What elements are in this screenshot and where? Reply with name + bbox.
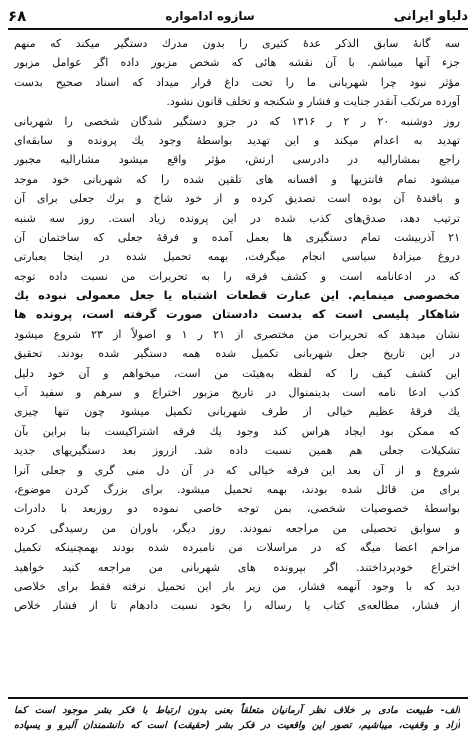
text-line: آورده مرتکب آنقدر جنایت و فشار و شکنجه و تخلف قانون نشود. bbox=[166, 95, 460, 109]
text-line: ترتیب دهد، صدق‌های کذب شده در این پرونده زیاد است. روز سه شنبه bbox=[14, 211, 460, 225]
text-line: در این تاریخ جعل شهربانی تکمیل شده همه دستگیر شده بودند. تحقیق bbox=[14, 347, 460, 361]
text-line: مخصوصی مینمایم. این عبارت قطعات اشتباه یا جعل معمولی نبوده یك bbox=[14, 288, 460, 303]
text-line: شروع و از آن بعد این فرقه خیالی که در آن دل منی گری و جعلی آنرا bbox=[14, 463, 460, 477]
text-line: و بافندهٔ آن بوده است تصدیق کرده و از خود شاخ و برك جعلی برای آن bbox=[14, 192, 460, 206]
text-line: بواسطهٔ خصوصیات شخصی، بمن توجه خاصی نموده دو روزبعد با دادرات bbox=[14, 502, 460, 516]
footnote-line: آزاد و وقفیت، میباشیم، تصور این واقعیت در فکر بشر (حقیقت) است که دانشمندان آلبرو و یسپاده bbox=[14, 720, 460, 731]
text-line: کذب ادعا نامه است بدینمنوال در تاریخ مزبور اختراع و سرهم و سفید آب bbox=[14, 386, 460, 400]
text-line: شاهکار پلیسی است که بدست دادستان صورت گرفته است، پرونده ها bbox=[14, 307, 460, 322]
text-line: که ممکن بود ایجاد هراس کند وجود یك فرقه اشتراکیست بنا براین بآن bbox=[14, 424, 460, 438]
text-line: روز دوشنبه ۲۰ ر ۲ ر ۱۳۱۶ که در جزو دستگیر شدگان شخصی را شهربانی bbox=[14, 114, 460, 128]
text-line: راجع بمشارالیه در دادرسی ارتش، مؤثر واقع میشود مشارالیه مجبور bbox=[14, 153, 460, 167]
text-line: این کشف کیف را که لفظه به‌هیئت من است، میخواهم و آن خود دلیل bbox=[14, 366, 460, 380]
text-line: که در ادعانامه است و کشف فرقه را به تحریرات من نسبت داده توجه bbox=[14, 269, 460, 283]
text-line: اختراع خودپرداختند. اگر بپرونده های شهربانی من مراجعه کنید خواهید bbox=[14, 560, 460, 574]
text-line: دید که با وجود آنهمه فشار، من زیر بار این تحمیل نرفته فقط برای خلاصی bbox=[14, 579, 460, 593]
text-line: سه گانهٔ سابق الذکر عدهٔ کثیری را بدون مدرك دستگیر میکند که منهم bbox=[14, 37, 460, 50]
page-number: ۶۸ bbox=[8, 7, 27, 25]
text-line: تشکیلات جعلی هم همین نسبت داده شد. ازروز بعد دستگیریهای جدید bbox=[14, 444, 460, 458]
footnote-separator bbox=[8, 697, 468, 699]
text-line: مؤثر نبود چرا شهربانی ما را تحت داغ قرار میداد که اسناد صحیح بدست bbox=[14, 75, 460, 89]
section-title: سازوه ادامواره bbox=[165, 9, 255, 23]
text-line: از فشار، مطالعه‌ی کتاب یا رساله را بخود نسبت دادهام تا از فشار خلاص bbox=[14, 599, 460, 613]
text-line: میشود تمام فانتزیها و افسانه های تلقین شده را که شهربانی خود موجد bbox=[14, 172, 460, 186]
body-text bbox=[14, 34, 460, 694]
text-line: یك فرقهٔ عظیم خیالی از طرف شهربانی تکمیل میشود چون تنها چیزی bbox=[14, 405, 460, 419]
page-header bbox=[8, 4, 468, 28]
text-line: دروغ میزادهٔ سیاسی انجام میگرفت، بهمه تحمیل شده در اینجا بعبارتی bbox=[14, 250, 460, 264]
text-line: تهدید به اعدام میکند و این تهدید بواسطهٔ وجود یك پرونده و سابقه‌ای bbox=[14, 133, 460, 147]
text-line: و سوابق تحصیلی من مراجعه نمودند. روز دیگر، باوران من رسیدگی کرده bbox=[14, 521, 460, 535]
footnote bbox=[14, 703, 460, 747]
header-rule bbox=[8, 28, 468, 30]
footnote-line: الف- طبیعت مادی بر خلاف نظر آرمانیان متعلقاً بعنی بدون ارتباط با فکر بشر موجود است کما bbox=[14, 705, 460, 716]
text-line: مزاحم اعضا میگه که در مراسلات من نامبرده شده بودند بهمچنینکه تکمیل bbox=[14, 541, 460, 555]
text-line: نشان میدهد که تحریرات من مختصری از ۲۱ ر ۱ و اصولاً از ۲۳ شروع میشود bbox=[14, 327, 460, 341]
text-line: برای من قائل شده بودند، بهمه تحمیل میشود. برای بزرگ کردن موضوع، bbox=[14, 482, 460, 496]
text-line: ۲۱ آذربیشت تمام دستگیری ها بعمل آمده و فرقهٔ جعلی که ساختمان آن bbox=[14, 230, 460, 244]
journal-title: دلیاو ایرانی bbox=[393, 8, 468, 24]
text-line: جزء آنها میباشم. با آن نقشه هائی که شخص مزبور داده اگر عوامل مزبور bbox=[14, 56, 460, 70]
